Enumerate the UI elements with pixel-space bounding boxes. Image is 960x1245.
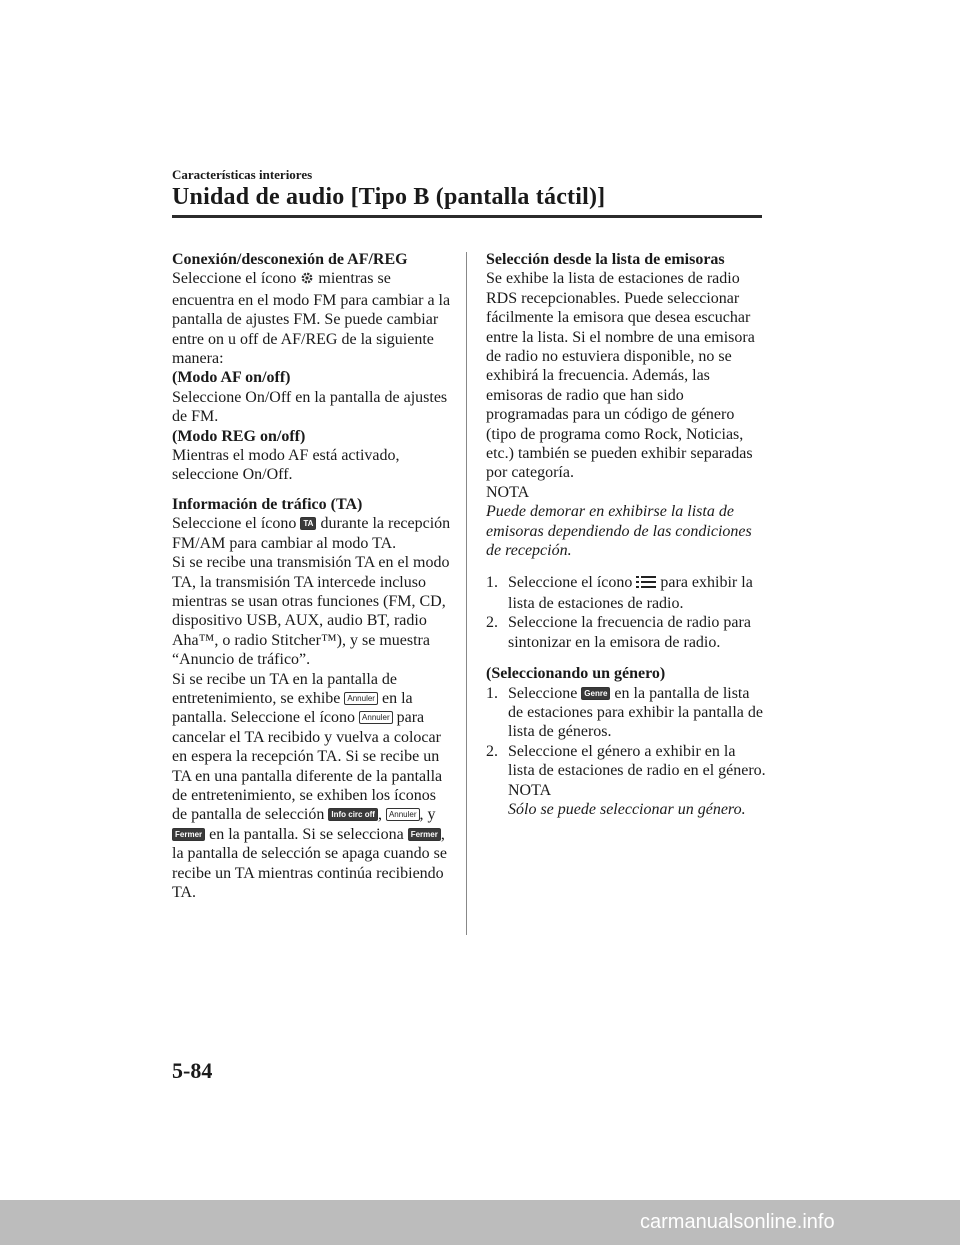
list-item: 1. Seleccione Genre en la pantalla de lista de estaciones para exhibir la pantalla de lista de géneros.	[486, 684, 763, 741]
fermer-button-icon-2: Fermer	[408, 828, 441, 841]
af-mode-text: Seleccione On/Off en la pantalla de ajustes de FM.	[172, 388, 448, 426]
annuler-button-icon-2: Annuler	[359, 711, 393, 724]
info-circ-off-button-icon: Info circ off	[328, 808, 378, 821]
footer-watermark[interactable]: carmanualsonline.info	[640, 1211, 835, 1233]
reg-mode-label: (Modo REG on/off)	[172, 427, 306, 445]
left-column	[172, 250, 452, 902]
nota-block-2	[486, 781, 766, 820]
annuler-button-icon-3: Annuler	[386, 808, 420, 821]
section-label: Características interiores	[172, 167, 313, 182]
genre-button-icon: Genre	[581, 687, 610, 700]
list-item: 2. Seleccione la frecuencia de radio para sintonizar en la emisora de radio.	[486, 614, 751, 651]
ta-button-icon: TA	[300, 517, 316, 530]
column-divider	[466, 252, 467, 935]
nota-label-1: NOTA	[486, 483, 530, 501]
ta-paragraph-1: Seleccione el ícono TA durante la recepción FM/AM para cambiar al modo TA.	[172, 515, 451, 552]
page-title: Unidad de audio [Tipo B (pantalla táctil)]	[172, 184, 606, 210]
list-item: 2. Seleccione el género a exhibir en la lista de estaciones de radio en el género.	[486, 742, 766, 780]
annuler-button-icon: Annuler	[344, 692, 378, 705]
list-paragraph: Se exhibe la lista de estaciones de radio RDS recepcionables. Puede seleccionar fácilmente la emisora que desea escuchar entre la lista. Si el nombre de una emisora de radio no estuviera disponible, no se exhibirá la frecuencia. Además, las emisoras de radio que han sido programadas para un código de género (tipo de programa como Rock, Noticias, etc.) también se pueden exhibir separadas por categoría.	[486, 270, 755, 482]
list-heading: Selección desde la lista de emisoras	[486, 251, 725, 268]
nota-label-2: NOTA	[508, 781, 552, 799]
station-steps	[486, 573, 766, 653]
fermer-button-icon: Fermer	[172, 828, 205, 841]
afreg-heading: Conexión/desconexión de AF/REG	[172, 251, 408, 268]
ta-paragraph-2: Si se recibe una transmisión TA en el modo TA, la transmisión TA intercede incluso mientras se usan otras funciones (FM, CD, dispositivo USB, AUX, audio BT, radio Aha™, o radio Stitcher™), y se muestra “Anuncio de tráfico”.	[172, 554, 450, 669]
genre-steps	[486, 684, 766, 781]
genre-heading: (Seleccionando un género)	[486, 665, 666, 683]
af-mode-label: (Modo AF on/off)	[172, 369, 291, 387]
ta-heading: Información de tráfico (TA)	[172, 495, 363, 513]
ta-paragraph-3: Si se recibe un TA en la pantalla de entretenimiento, se exhibe Annuler en la pantalla. Seleccione el ícono Annuler para cancelar el TA recibido y vuelva a colocar en espera la recepción TA. Si se recibe un TA en una pantalla diferente de la pantalla de entretenimiento, se exhiben los íconos de pantalla de selección Info circ off , Annuler , y Fermer en la pantalla. Si se selecciona Fermer , la pantalla de selección se apaga cuando se recibe un TA mientras continúa recibiendo TA.	[172, 670, 447, 901]
reg-mode-text: Mientras el modo AF está activado, seleccione On/Off.	[172, 447, 400, 484]
list-icon	[636, 575, 656, 594]
right-column	[486, 250, 766, 819]
title-rule	[172, 215, 762, 218]
page-number: 5-84	[172, 1058, 213, 1083]
afreg-paragraph: Seleccione el ícono mientras se encuentra en el modo FM para cambiar a la pantalla de ajustes FM. Se puede cambiar entre on u off de AF/REG de la siguiente manera:	[172, 270, 451, 368]
gear-icon	[300, 271, 314, 290]
list-item: 1. Seleccione el ícono para exhibir la lista de estaciones de radio.	[486, 573, 753, 612]
nota-text-2: Sólo se puede seleccionar un género.	[508, 800, 746, 818]
nota-text-1: Puede demorar en exhibirse la lista de emisoras dependiendo de las condiciones de recepción.	[486, 503, 752, 560]
